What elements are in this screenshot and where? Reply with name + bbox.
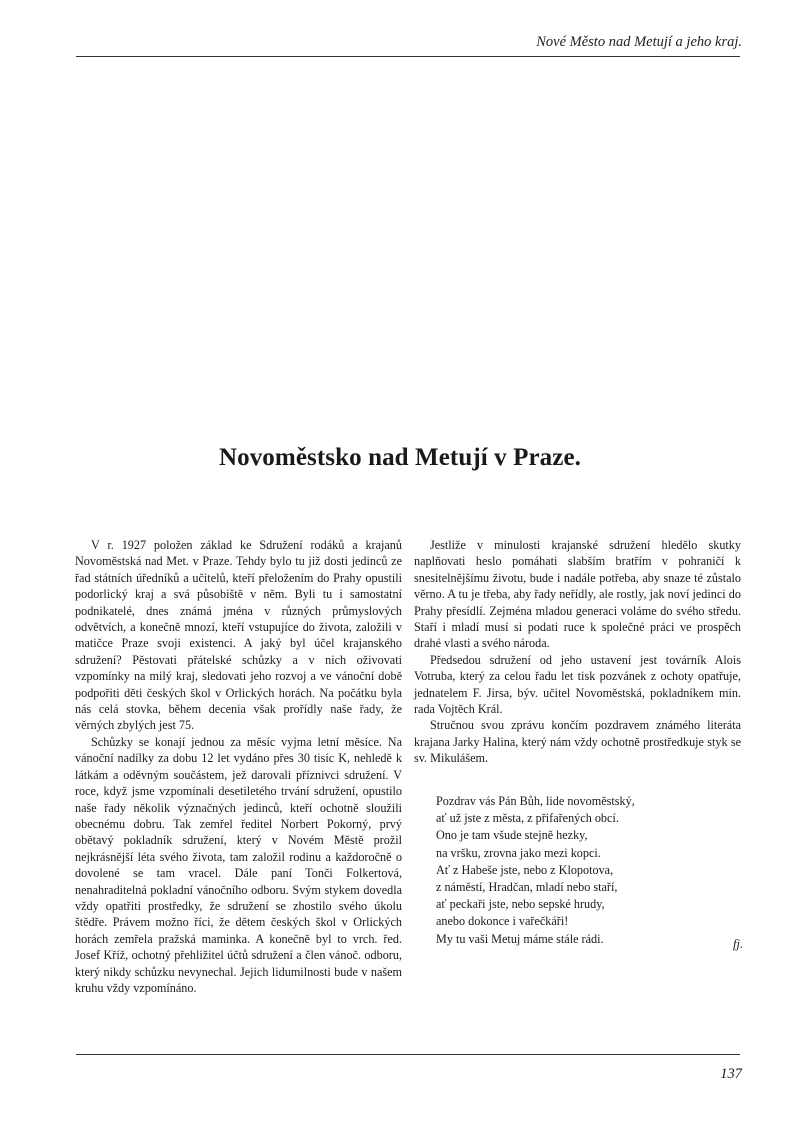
running-head-title: Nové Město nad Metují a jeho kraj. — [536, 34, 742, 50]
poem — [436, 793, 635, 948]
paragraph: Předsedou sdružení od jeho ustavení jest továrník Alois Votruba, který za celou řadu let tisk pozvánek z ochoty opatřuje, jednatelem F. Jirsa, býv. učitel Novoměstská, pokladníkem min. rada Vojtěch Král. — [414, 652, 741, 717]
article-title: Novoměstsko nad Metují v Praze. — [218, 444, 582, 471]
page-number: 137 — [720, 1066, 742, 1082]
paragraph: Schůzky se konají jednou za měsíc vyjma letní měsíce. Na vánoční nadílky za dobu 12 let vydáno přes 30 tisíc K, nehledě k látkám a oděvným součástem, jež darovali příznivci sdružení. V roce, když jsme vzpomínali desetiletého trvání sdružení, opustilo naše řady několik význačných jedinců, kteří ochotně sloužili obecnému dobru. Tak zemřel ředitel Norbert Pokorný, prvý obětavý pokladník sdružení, který v Novém Městě prožil nejkrásnější léta svého života, tam založil rodinu a každoročně o dovolené se tam vracel. Dále paní Tonči Folkertová, nenahraditelná pokladní vánočního odboru. Svým stykem dovedla vždy opatřiti prostředky, že sdružení se zhostilo svého úkolu štědře. Právem možno říci, že dětem českých škol v Orlických horách zemřela pražská maminka. A konečně byl to vrch. řed. Josef Kříž, ochotný přehližitel účtů sdružení a člen vánoč. odboru, který nikdy schůzku nevynechal. Jejich lidumilnosti bude v našem kruhu vždy vzpomínáno. — [75, 734, 402, 995]
poem-line: na vršku, zrovna jako mezi kopci. — [436, 845, 601, 860]
poem-line: Pozdrav vás Pán Bůh, lide novoměstský, — [436, 794, 635, 808]
footer-rule — [76, 1054, 740, 1055]
signature: fj. — [733, 937, 744, 951]
poem-line: My tu vaši Metuj máme stále rádi. — [436, 931, 604, 946]
right-column — [414, 537, 741, 767]
header-rule — [76, 56, 740, 57]
paragraph: Stručnou svou zprávu končím pozdravem známého literáta krajana Jarky Halina, který nám vždy ochotně prostředkuje styk se sv. Mikulášem. — [414, 718, 741, 766]
left-column — [75, 537, 402, 996]
paragraph: V r. 1927 položen základ ke Sdružení rodáků a krajanů Novoměstská nad Met. v Praze. Tehdy bylo tu již dosti jedinců ze řad státních úředníků a učitelů, kteří přeložením do Prahy opustili podorlický kraj a svá působiště v něm. Byli tu i samostatní podnikatelé, dnes známá jména v různých průmyslových odvětvích, a konečně mnozí, kteří vstupujíce do života, založili v matičce Praze svoji existenci. A jaký byl účel krajanského sdružení? Pěstovati přátelské schůzky a v nich oživovati vzpomínky na milý kraj, sledovati jeho rozvoj a ve vánoční době podpořiti děti českých škol v Orlických horách. Na počátku byla nás celá stovka, během decenia však prořídly naše řady, že věrných zbylých jest 75. — [75, 538, 402, 733]
poem-line: Ať z Habeše jste, nebo z Klopotova, — [436, 862, 614, 877]
poem-line: ať už jste z města, z přifařených obcí. — [436, 811, 619, 826]
poem-line: Ono je tam všude stejně hezky, — [436, 828, 588, 843]
poem-line: z náměstí, Hradčan, mladí nebo staří, — [436, 880, 618, 895]
poem-line: anebo dokonce i vařečkáři! — [436, 914, 569, 929]
poem-line: ať peckaři jste, nebo sepské hrudy, — [436, 897, 605, 912]
paragraph: Jestliže v minulosti krajanské sdružení hledělo skutky naplňovati heslo pomáhati slabším bratřím v pohraničí k snesitelnějšímu životu, bude i nadále potřeba, aby snaze té zůstalo věrno. A tu je třeba, aby řady neřídly, ale rostly, jak noví jedinci do Prahy přesídlí. Zejména mladou generaci voláme do svého středu. Staří i mladí musí si podati ruce k společné práci ve prospěch drahé vlasti a svého národa. — [414, 538, 741, 651]
